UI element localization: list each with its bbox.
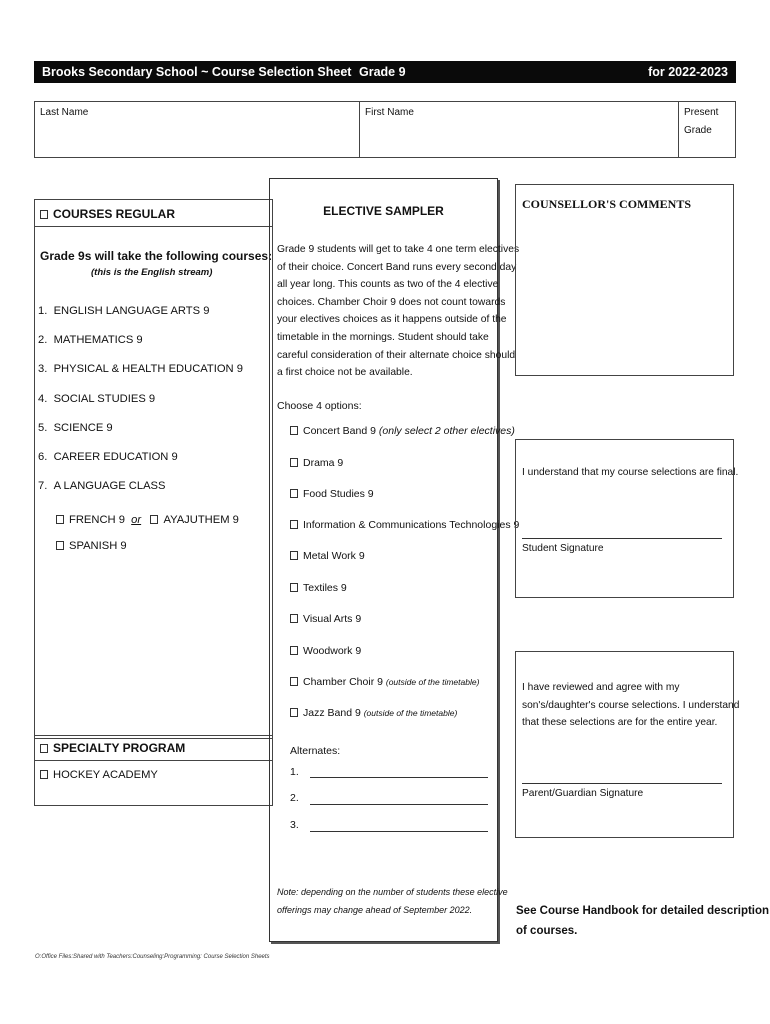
header-bar: [34, 61, 736, 83]
elective-option: Chamber Choir 9 (outside of the timetable): [290, 676, 479, 688]
specialty-header: [34, 735, 273, 761]
student-signature-box: [515, 439, 739, 598]
alternate-3-line[interactable]: [310, 831, 488, 832]
school-title: Brooks Secondary School ~ Course Selection Sheet: [42, 65, 352, 79]
counsellor-title: COUNSELLOR'S COMMENTS: [522, 197, 692, 211]
alternate-1-number: 1.: [290, 766, 299, 778]
option-checkbox[interactable]: [290, 646, 298, 655]
checkbox-icon[interactable]: [40, 210, 48, 219]
elective-option: Textiles 9: [290, 582, 347, 594]
option-checkbox[interactable]: [290, 677, 298, 686]
french-checkbox[interactable]: [56, 515, 64, 524]
student-signature-label: Student Signature: [522, 543, 604, 554]
option-checkbox[interactable]: [290, 426, 298, 435]
specialty-panel: [34, 761, 273, 806]
grade-field-label: Grade: [684, 125, 712, 136]
handbook-note: See Course Handbook for detailed description of courses.: [516, 905, 770, 937]
option-checkbox[interactable]: [290, 458, 298, 467]
elective-description: Grade 9 students will get to take 4 one term electives of their choice. Concert Band runs every second day all year long. This counts as two of the 4 elective choices. Chamber Choir 9 does not count towards your electives choices as it happens outside of the timetable in the mornings. Student should take careful consideration of their alternate choice should a first choice not be available.: [277, 244, 520, 379]
alternates-label: Alternates:: [290, 745, 341, 757]
student-statement: I understand that my course selections are final.: [522, 467, 739, 478]
last-name-field[interactable]: [35, 102, 359, 157]
grade-label: Grade 9: [359, 65, 406, 79]
elective-panel: [269, 178, 520, 942]
name-fields: [34, 101, 736, 158]
option-checkbox[interactable]: [290, 551, 298, 560]
course-item: 6. CAREER EDUCATION 9: [38, 451, 178, 463]
spanish-checkbox[interactable]: [56, 541, 64, 550]
elective-title: ELECTIVE SAMPLER: [323, 204, 444, 218]
option-checkbox[interactable]: [290, 489, 298, 498]
stream-note: (this is the English stream): [91, 267, 213, 278]
alternate-3-number: 3.: [290, 819, 299, 831]
elective-option: Drama 9: [290, 457, 343, 469]
counsellor-comments-box[interactable]: [515, 184, 734, 376]
elective-note: Note: depending on the number of students these elective offerings may change ahead of September 2022.: [277, 887, 508, 915]
footer-path: O:Office Files:Shared with Teachers:Counseling:Programming: Course Selection Sheets: [35, 954, 270, 960]
course-item: 4. SOCIAL STUDIES 9: [38, 393, 156, 405]
parent-signature-label: Parent/Guardian Signature: [522, 788, 644, 799]
last-name-label: Last Name: [40, 107, 89, 118]
alternate-2-line[interactable]: [310, 804, 488, 805]
hockey-checkbox[interactable]: [40, 770, 48, 779]
parent-signature-line[interactable]: [522, 783, 722, 784]
first-name-label: First Name: [365, 107, 414, 118]
course-item: 7. A LANGUAGE CLASS: [38, 480, 166, 492]
course-item: 1. ENGLISH LANGUAGE ARTS 9: [38, 305, 210, 317]
courses-regular-title: COURSES REGULAR: [40, 207, 175, 221]
option-checkbox[interactable]: [290, 520, 298, 529]
elective-option: Visual Arts 9: [290, 613, 361, 625]
regular-intro: Grade 9s will take the following courses:: [40, 249, 273, 263]
ayajuthem-checkbox[interactable]: [150, 515, 158, 524]
school-year: for 2022-2023: [648, 65, 728, 79]
parent-statement: I have reviewed and agree with my son's/daughter's course selections. I understand that these selections are for the entire year.: [522, 682, 740, 728]
elective-option: Concert Band 9 (only select 2 other electives): [290, 425, 515, 437]
choose-label: Choose 4 options:: [277, 400, 362, 412]
course-item: 3. PHYSICAL & HEALTH EDUCATION 9: [38, 363, 243, 375]
hockey-academy-option: HOCKEY ACADEMY: [40, 769, 158, 781]
courses-regular-header: [34, 199, 273, 227]
present-grade-field[interactable]: [679, 102, 736, 157]
specialty-title: SPECIALTY PROGRAM: [40, 741, 185, 755]
elective-option: Information & Communications Technologies 9: [290, 519, 519, 531]
parent-signature-box: [515, 651, 740, 838]
elective-option: Jazz Band 9 (outside of the timetable): [290, 707, 457, 719]
present-label: Present: [684, 107, 719, 118]
option-checkbox[interactable]: [290, 583, 298, 592]
student-signature-line[interactable]: [522, 538, 722, 539]
alternate-2-number: 2.: [290, 792, 299, 804]
option-checkbox[interactable]: [290, 708, 298, 717]
elective-option: Woodwork 9: [290, 645, 361, 657]
language-spanish: SPANISH 9: [56, 540, 127, 552]
first-name-field[interactable]: [360, 102, 678, 157]
elective-option: Food Studies 9: [290, 488, 374, 500]
language-french-ayajuthem: FRENCH 9 or AYAJUTHEM 9: [56, 514, 239, 526]
course-item: 5. SCIENCE 9: [38, 422, 113, 434]
course-item: 2. MATHEMATICS 9: [38, 334, 143, 346]
elective-option: Metal Work 9: [290, 550, 365, 562]
alternate-1-line[interactable]: [310, 777, 488, 778]
checkbox-icon[interactable]: [40, 744, 48, 753]
option-checkbox[interactable]: [290, 614, 298, 623]
courses-regular-panel: [34, 227, 273, 739]
